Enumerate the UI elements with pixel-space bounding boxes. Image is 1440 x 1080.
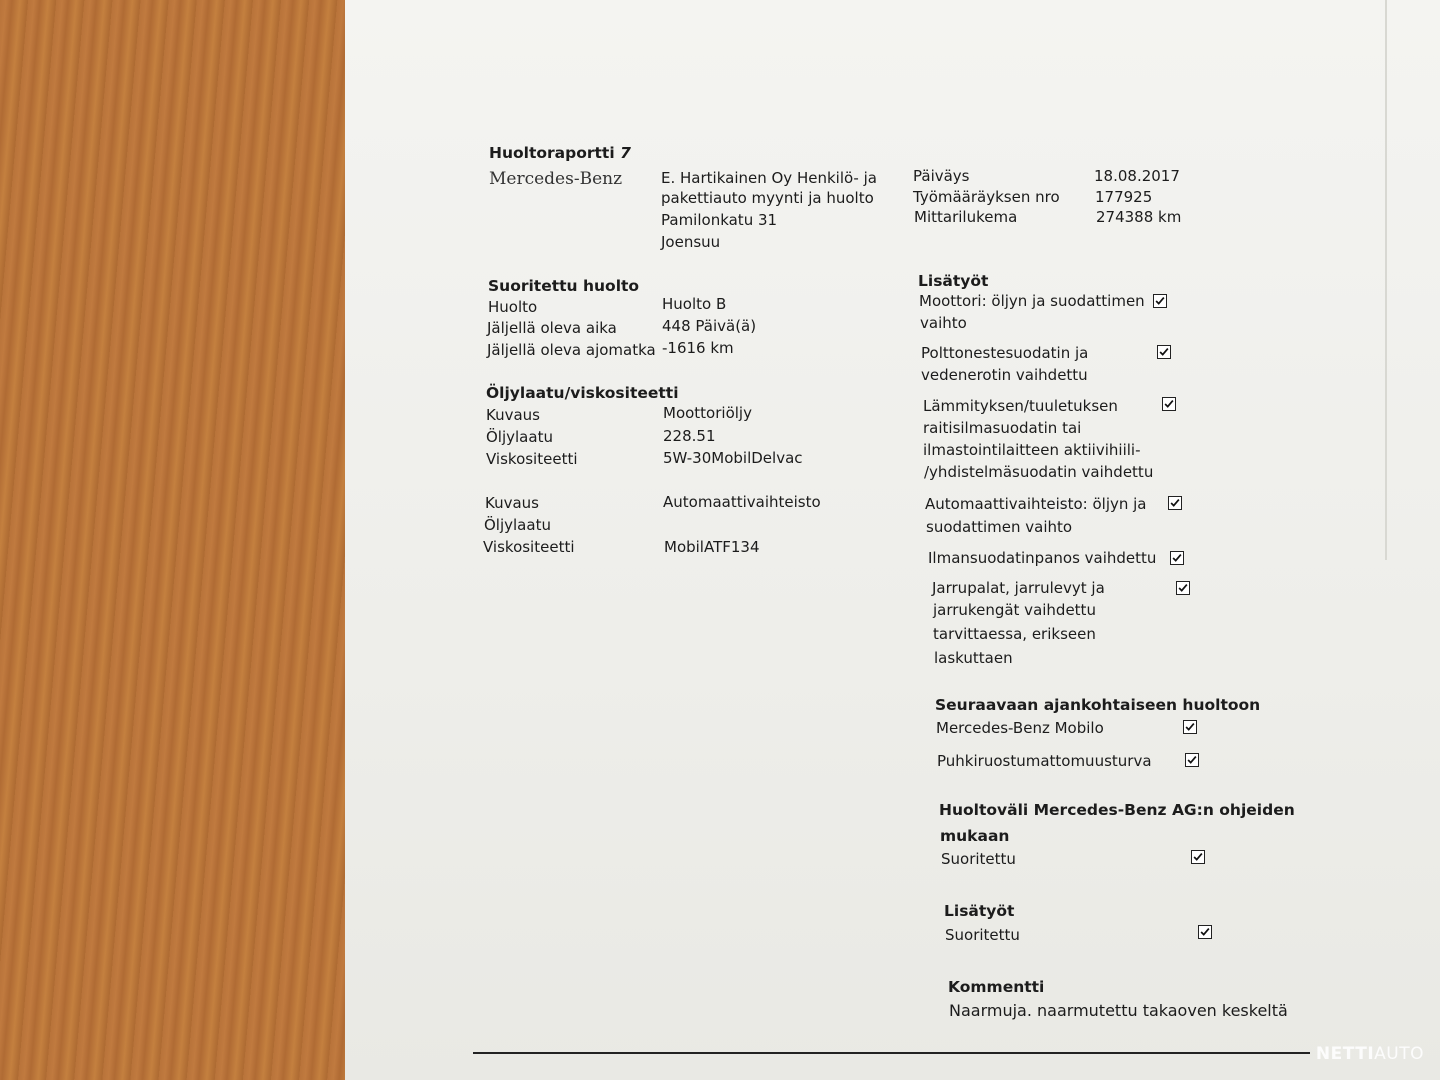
extra-1-line-2: vaihto: [920, 314, 967, 332]
extras2-item-label: Suoritettu: [945, 926, 1020, 944]
extra-6-checkbox: [1176, 581, 1190, 595]
gearbox-oil-quality-label: Öljylaatu: [484, 516, 551, 534]
remaining-time-label: Jäljellä oleva aika: [487, 319, 617, 337]
oil-quality-value: 228.51: [663, 427, 716, 445]
extra-3-line-2: raitisilmasuodatin tai: [923, 419, 1082, 437]
extra-5-line-1: Ilmansuodatinpanos vaihdettu: [928, 549, 1157, 567]
date-label: Päiväys: [913, 167, 970, 185]
extra-2-line-1: Polttonestesuodatin ja: [921, 344, 1089, 362]
rust-warranty-label: Puhkiruostumattomuusturva: [937, 752, 1152, 770]
extra-6-line-3: tarvittaessa, erikseen: [933, 625, 1096, 643]
watermark-logo: NETTIAUTO: [1315, 1044, 1424, 1064]
oil-viscosity-label: Viskositeetti: [486, 450, 578, 468]
order-number-label: Työmääräyksen nro: [913, 188, 1060, 206]
next-service-heading: Seuraavaan ajankohtaiseen huoltoon: [935, 696, 1261, 714]
remaining-time-value: 448 Päivä(ä): [662, 317, 757, 335]
gearbox-viscosity-label: Viskositeetti: [483, 538, 575, 556]
extra-6-line-2: jarrukengät vaihdettu: [933, 601, 1096, 619]
extra-6-line-1: Jarrupalat, jarrulevyt ja: [932, 579, 1105, 597]
extra-2-checkbox: [1157, 345, 1171, 359]
checkmark-icon: [1158, 345, 1170, 359]
dealer-line-2: pakettiauto myynti ja huolto: [661, 189, 874, 207]
brand-name: Mercedes-Benz: [489, 169, 623, 189]
extra-3-line-3: ilmastointilaitteen aktiivihiili-: [923, 441, 1141, 459]
mobilo-checkbox: [1183, 720, 1197, 734]
checkmark-icon: [1171, 551, 1183, 565]
dealer-line-1: E. Hartikainen Oy Henkilö- ja: [661, 169, 877, 187]
remaining-distance-label: Jäljellä oleva ajomatka: [487, 341, 656, 359]
service-heading: Suoritettu huolto: [488, 277, 640, 295]
gearbox-description-value: Automaattivaihteisto: [663, 493, 821, 511]
report-title: Huoltoraportti 7: [489, 144, 631, 162]
extra-5-checkbox: [1170, 551, 1184, 565]
service-label: Huolto: [488, 298, 538, 316]
odometer-label: Mittarilukema: [914, 208, 1018, 226]
checkmark-icon: [1199, 925, 1211, 939]
checkmark-icon: [1163, 397, 1175, 411]
service-value: Huolto B: [662, 295, 727, 313]
checkmark-icon: [1177, 581, 1189, 595]
interval-heading-line-1: Huoltoväli Mercedes-Benz AG:n ohjeiden: [939, 801, 1295, 819]
extra-1-checkbox: [1153, 294, 1167, 308]
remaining-distance-value: -1616 km: [662, 339, 734, 357]
oil-description-value: Moottoriöljy: [663, 404, 752, 422]
order-number-value: 177925: [1095, 188, 1153, 206]
gearbox-description-label: Kuvaus: [485, 494, 539, 512]
dealer-address: Pamilonkatu 31: [661, 211, 778, 229]
extra-6-line-4: laskuttaen: [934, 649, 1013, 667]
checkmark-icon: [1192, 850, 1204, 864]
date-value: 18.08.2017: [1094, 167, 1180, 185]
checkmark-icon: [1186, 753, 1198, 767]
oil-viscosity-value: 5W-30MobilDelvac: [663, 449, 803, 467]
interval-item-label: Suoritettu: [941, 850, 1016, 868]
interval-checkbox: [1191, 850, 1205, 864]
rust-warranty-checkbox: [1185, 753, 1199, 767]
extra-4-line-2: suodattimen vaihto: [926, 518, 1073, 536]
oil-description-label: Kuvaus: [486, 406, 540, 424]
extras2-checkbox: [1198, 925, 1212, 939]
extras-heading: Lisätyöt: [918, 272, 989, 290]
mobilo-label: Mercedes-Benz Mobilo: [936, 719, 1104, 737]
comment-text: Naarmuja. naarmutettu takaoven keskeltä: [949, 1001, 1288, 1020]
extra-4-line-1: Automaattivaihteisto: öljyn ja: [925, 495, 1147, 513]
bottom-rule: [473, 1052, 1310, 1054]
checkmark-icon: [1169, 496, 1181, 510]
dealer-city: Joensuu: [661, 233, 721, 251]
checkmark-icon: [1184, 720, 1196, 734]
extra-3-checkbox: [1162, 397, 1176, 411]
extra-3-line-1: Lämmityksen/tuuletuksen: [923, 397, 1118, 415]
interval-heading-line-2: mukaan: [940, 827, 1010, 845]
odometer-value: 274388 km: [1096, 208, 1182, 226]
extra-2-line-2: vedenerotin vaihdettu: [921, 366, 1088, 384]
comment-heading: Kommentti: [948, 978, 1045, 996]
extra-4-checkbox: [1168, 496, 1182, 510]
oil-heading: Öljylaatu/viskositeetti: [486, 384, 679, 402]
checkmark-icon: [1154, 294, 1166, 308]
gearbox-viscosity-value: MobilATF134: [664, 538, 760, 556]
extra-1-line-1: Moottori: öljyn ja suodattimen: [919, 292, 1145, 310]
extras2-heading: Lisätyöt: [944, 902, 1015, 920]
oil-quality-label: Öljylaatu: [486, 428, 553, 446]
extra-3-line-4: /yhdistelmäsuodatin vaihdettu: [924, 463, 1154, 481]
